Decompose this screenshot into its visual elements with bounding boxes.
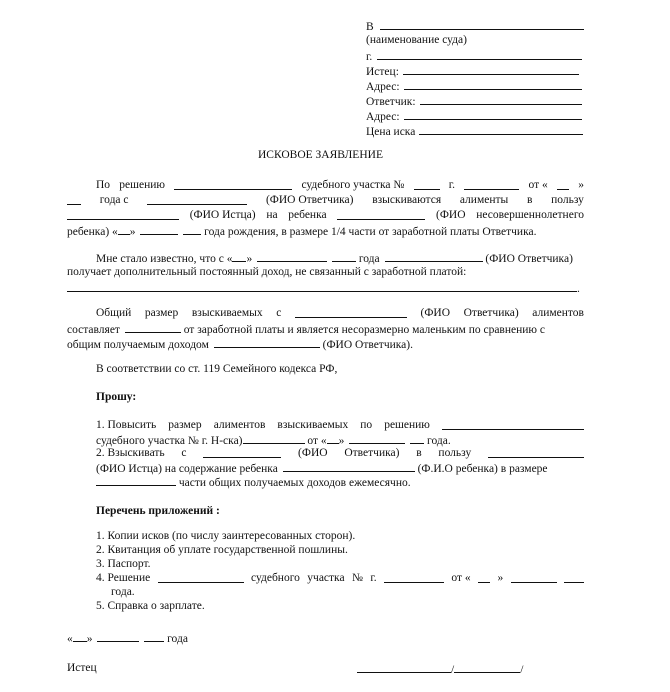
signature-line: / / [357, 663, 523, 677]
day-field-p1[interactable] [557, 180, 569, 190]
court-number-field[interactable] [414, 180, 440, 190]
defendant-field[interactable] [420, 95, 582, 105]
signature-label: Истец [67, 662, 97, 674]
p1-line2: года с (ФИО Ответчика) взыскиваются алименты в пользу [67, 195, 584, 207]
att4-year-field[interactable] [564, 573, 584, 583]
extra-income-field[interactable] [67, 282, 577, 292]
att4-day-field[interactable] [478, 573, 490, 583]
req2-line1: 2. Взыскивать с (ФИО Ответчика) в пользу [96, 448, 584, 460]
to-label: В [366, 21, 374, 33]
p2-month-field[interactable] [257, 252, 327, 262]
date-year-field[interactable] [144, 632, 164, 642]
plaintiff-name-field[interactable] [67, 210, 179, 220]
city-field-p1[interactable] [464, 180, 519, 190]
decision-field[interactable] [174, 180, 292, 190]
req1-month-field[interactable] [349, 434, 405, 444]
court-name-hint: (наименование суда) [366, 34, 467, 46]
req2-share-field[interactable] [96, 476, 176, 486]
attachment-4-line2: года. [111, 586, 135, 598]
header-city: г. [366, 50, 582, 64]
req1-year-field[interactable] [410, 434, 424, 444]
p1-line3: (ФИО Истца) на ребенка (ФИО несовершеннолетнего [67, 210, 584, 222]
court-field[interactable] [380, 20, 584, 30]
child-year-field[interactable] [183, 225, 201, 235]
signature-field[interactable] [357, 663, 451, 673]
req2-line2: (ФИО Истца) на содержание ребенка (Ф.И.О ребенка) в размере [96, 463, 548, 475]
attachment-5: 5. Справка о зарплате. [96, 600, 205, 612]
p2-year-field[interactable] [332, 252, 356, 262]
child-month-field[interactable] [140, 225, 178, 235]
p3-line1: Общий размер взыскиваемых с (ФИО Ответчика) алиментов [96, 307, 584, 319]
address1-field[interactable] [404, 80, 582, 90]
city-field[interactable] [377, 50, 582, 60]
plaintiff-field[interactable] [403, 65, 579, 75]
document-date: « » года [67, 633, 188, 645]
header-address2: Адрес: [366, 110, 582, 124]
request-heading: Прошу: [96, 391, 137, 403]
header-claim-price: Цена иска [366, 125, 583, 139]
month-field-p1[interactable] [67, 195, 81, 205]
attachment-3: 3. Паспорт. [96, 558, 151, 570]
header-to [366, 20, 584, 34]
p1-line1: По решению судебного участка № г. от « » [96, 179, 584, 191]
child-name-field[interactable] [337, 210, 425, 220]
req1-decision-field[interactable] [442, 420, 584, 430]
legal-basis: В соответствии со ст. 119 Семейного кодекса РФ, [96, 363, 338, 375]
req1-court-field[interactable] [243, 434, 305, 444]
att4-decision-field[interactable] [158, 573, 244, 583]
attachment-2: 2. Квитанция об уплате государственной пошлины. [96, 544, 348, 556]
defendant-name-field[interactable] [147, 195, 247, 205]
req2-plaintiff-field[interactable] [488, 448, 584, 458]
date-month-field[interactable] [97, 632, 139, 642]
p2-defendant-field[interactable] [385, 252, 483, 262]
req2-line3: части общих получаемых доходов ежемесячно. [96, 476, 411, 490]
claim-price-field[interactable] [419, 125, 583, 135]
address2-field[interactable] [404, 110, 582, 120]
attachments-heading: Перечень приложений : [96, 505, 220, 517]
attachment-4-line1: 4. Решение судебного участка № г. от « » [96, 573, 584, 585]
att4-month-field[interactable] [511, 573, 557, 583]
child-day-field[interactable] [118, 225, 130, 235]
p3-line3: общим получаемым доходом (ФИО Ответчика). [67, 339, 413, 351]
p2-line3: . [67, 282, 580, 296]
p3-defendant-field[interactable] [295, 308, 407, 318]
req2-defendant-field[interactable] [203, 448, 281, 458]
signature-name-field[interactable] [454, 663, 520, 673]
attachment-1: 1. Копии исков (по числу заинтересованных сторон). [96, 530, 356, 542]
p2-line1: Мне стало известно, что с « » года (ФИО Ответчика) [96, 253, 573, 265]
header-defendant: Ответчик: [366, 95, 582, 109]
header-plaintiff: Истец: [366, 65, 579, 79]
req1-line1: 1. Повысить размер алиментов взыскиваемых по решению [96, 420, 584, 432]
p2-line2: получает дополнительный постоянный доход, не связанный с заработной платой: [67, 266, 467, 278]
req2-child-field[interactable] [283, 462, 415, 472]
req1-day-field[interactable] [327, 434, 339, 444]
alimony-amount-field[interactable] [125, 323, 181, 333]
p3-income-field[interactable] [214, 338, 320, 348]
date-day-field[interactable] [73, 632, 87, 642]
header-address1: Адрес: [366, 80, 582, 94]
document-title: ИСКОВОЕ ЗАЯВЛЕНИЕ [258, 149, 383, 161]
req1-line2: судебного участка № г. Н-ска) от « » года. [96, 435, 451, 447]
att4-city-field[interactable] [384, 573, 444, 583]
p3-line2: составляет от заработной платы и является несоразмерно маленьким по сравнению с [67, 324, 545, 336]
p2-day-field[interactable] [232, 252, 246, 262]
p1-line4: ребенка) « » года рождения, в размере 1/4 части от заработной платы Ответчика. [67, 226, 537, 238]
